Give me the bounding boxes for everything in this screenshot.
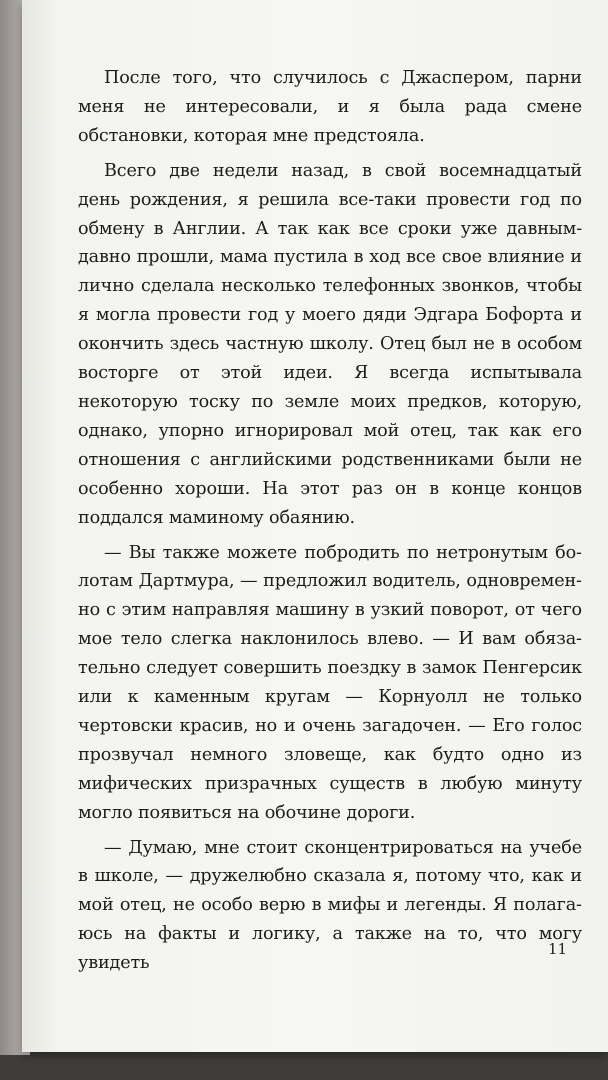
paragraph-3: — Вы также можете побродить по нетронутым болотам Дартмура, — предложил водитель, одновременно с этим направляя машину в узкий поворот, от чего мое тело слегка наклонилось влево. — И вам обязательно следует совершить поездку в замок Пенгерсик или к каменным кругам — Корнуолл не только чертовски красив, но и очень загадочен. — Его голос прозвучал немного зловеще, как будто одно из мифических призрачных существ в любую минуту могло появиться на обочине дороги.	[78, 542, 582, 823]
book-page	[22, 0, 608, 1052]
paragraph-2: Всего две недели назад, в свой восемнадцатый день рождения, я решила все-таки провести год по обмену в Англии. А так как все сроки уже давным-давно прошли, мама пустила в ход все свое влияние и лично сделала несколько телефонных звонков, чтобы я могла провести год у моего дяди Эдгара Бофорта и окончить здесь частную школу. Отец был не в особом восторге от этой идеи. Я всегда испытывала некоторую тоску по земле моих предков, которую, однако, упорно игнорировал мой отец, так как его отношения с английскими родственниками были не особенно хороши. На этот раз он в конце концов поддался маминому обаянию.	[78, 160, 582, 528]
paragraph-1: После того, что случилось с Джаспером, парни меня не интересовали, и я была рада смене обстановки, которая мне предстояла.	[78, 68, 582, 146]
body-text	[78, 64, 582, 984]
paragraph-4: — Думаю, мне стоит сконцентрироваться на учебе в школе, — дружелюбно сказала я, потому что, как и мой отец, не особо верю в мифы и легенды. Я полагаюсь на факты и логику, а также на то, что могу увидеть	[78, 837, 582, 974]
page-number: 11	[548, 940, 568, 958]
